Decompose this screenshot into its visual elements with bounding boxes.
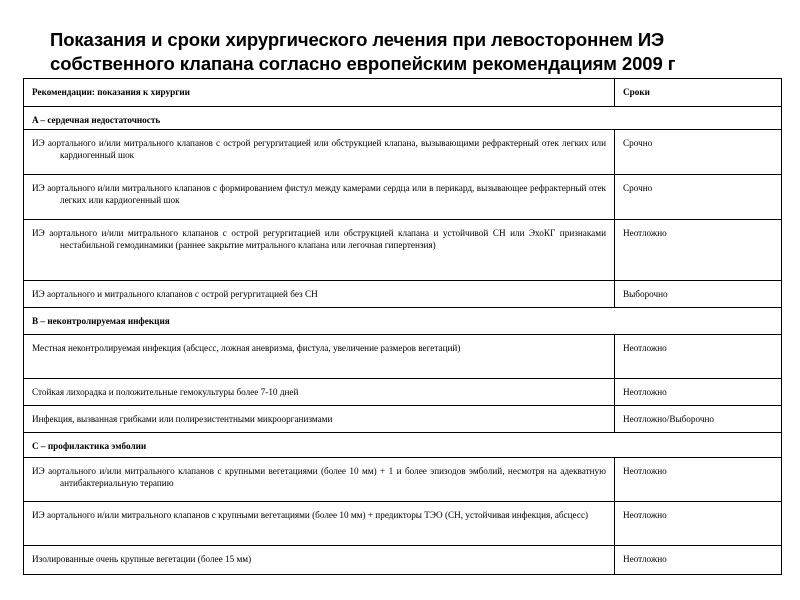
- indication-text: Инфекция, вызванная грибками или полирезистентными микроорганизмами: [32, 414, 333, 424]
- section-heading-row: [24, 433, 782, 458]
- table-row: [24, 130, 782, 175]
- indication-cell: [24, 281, 615, 308]
- timing-text: Неотложно: [623, 387, 667, 397]
- table-row: [24, 175, 782, 220]
- indication-cell: [24, 546, 615, 575]
- indication-cell: [24, 379, 615, 406]
- timing-cell: [615, 379, 782, 406]
- indication-text: ИЭ аортального и/или митрального клапанов с крупными вегетациями (более 10 мм) + предикторы ТЭО (СН, устойчивая инфекция, абсцесс): [32, 510, 589, 520]
- timing-text: Неотложно: [623, 343, 667, 353]
- section-heading-row: [24, 308, 782, 335]
- timing-text: Неотложно: [623, 228, 667, 238]
- timing-text: Неотложно: [623, 510, 667, 520]
- table-row: [24, 406, 782, 433]
- indication-cell: [24, 175, 615, 220]
- table-row: [24, 335, 782, 379]
- section-heading-row: [24, 107, 782, 130]
- timing-cell: [615, 220, 782, 281]
- indication-cell: [24, 220, 615, 281]
- indication-text: Изолированные очень крупные вегетации (более 15 мм): [32, 554, 252, 564]
- timing-cell: [615, 130, 782, 175]
- table-row: [24, 379, 782, 406]
- timing-cell: [615, 502, 782, 546]
- timing-text: Выборочно: [623, 289, 668, 299]
- table-header-row: [24, 79, 782, 107]
- timing-cell: [615, 406, 782, 433]
- indication-cell: [24, 130, 615, 175]
- section-heading-b: B – неконтролируемая инфекция: [24, 308, 782, 335]
- timing-text: Неотложно: [623, 466, 667, 476]
- indication-text: ИЭ аортального и митрального клапанов с острой регургитацией без СН: [32, 289, 318, 299]
- table-row: [24, 458, 782, 502]
- timing-text: Неотложно/Выборочно: [623, 414, 714, 424]
- indication-text: ИЭ аортального и/или митрального клапанов с острой регургитацией или обструкцией клапана и устойчивой СН или ЭхоКГ признаками нестабильной гемодинамики (раннее закрытие митрального клапана или легочная гипертензия): [32, 228, 606, 250]
- indication-cell: [24, 458, 615, 502]
- indication-cell: [24, 335, 615, 379]
- indication-text: ИЭ аортального и/или митрального клапанов с острой регургитацией или обструкцией клапана, вызывающими рефрактерный отек легких или кардиогенный шок: [32, 138, 606, 160]
- header-cell-timing: Сроки: [615, 79, 782, 107]
- indications-table: [23, 78, 782, 575]
- indication-cell: [24, 502, 615, 546]
- indication-text: Местная неконтролируемая инфекция (абсцесс, ложная аневризма, фистула, увеличение размеров вегетаций): [32, 343, 461, 353]
- indication-text: ИЭ аортального и/или митрального клапанов с крупными вегетациями (более 10 мм) + 1 и более эпизодов эмболий, несмотря на адекватную антибактериальную терапию: [32, 466, 606, 488]
- timing-text: Срочно: [623, 138, 653, 148]
- section-heading-c: С – профилактика эмболии: [24, 433, 782, 458]
- indication-text: ИЭ аортального и/или митрального клапанов с формированием фистул между камерами сердца или в перикард, вызывающее рефрактерный отек легких или кардиогенный шок: [32, 183, 606, 205]
- timing-text: Срочно: [623, 183, 653, 193]
- timing-cell: [615, 546, 782, 575]
- timing-cell: [615, 175, 782, 220]
- timing-cell: [615, 458, 782, 502]
- header-cell-indications: Рекомендации: показания к хирургии: [24, 79, 615, 107]
- table-row: [24, 546, 782, 575]
- indication-text: Стойкая лихорадка и положительные гемокультуры более 7-10 дней: [32, 387, 299, 397]
- table-row: [24, 281, 782, 308]
- table-row: [24, 220, 782, 281]
- timing-text: Неотложно: [623, 554, 667, 564]
- section-heading-a: A – сердечная недостаточность: [24, 107, 782, 130]
- page-title: Показания и сроки хирургического лечения при левостороннем ИЭ собственного клапана согласно европейским рекомендациям 2009 г: [50, 29, 676, 74]
- table-row: [24, 502, 782, 546]
- indication-cell: [24, 406, 615, 433]
- timing-cell: [615, 281, 782, 308]
- timing-cell: [615, 335, 782, 379]
